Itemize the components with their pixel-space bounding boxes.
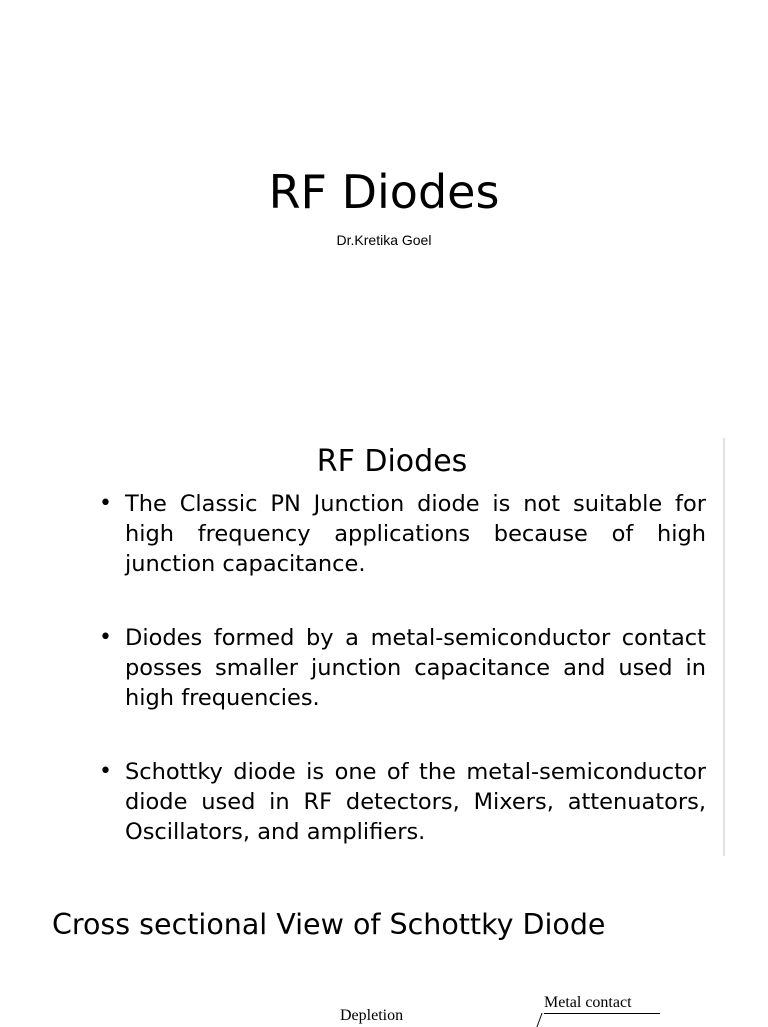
figure-label-depletion: Depletion: [340, 1007, 404, 1024]
slide-heading: RF Diodes: [316, 444, 468, 479]
leader-line: [536, 1013, 542, 1027]
author-name: Dr.Kretika Goel: [336, 232, 432, 248]
bullet-item: [96, 623, 706, 713]
slide-border: [723, 438, 725, 856]
slide-rf-diodes: [96, 438, 724, 856]
slide-heading: Cross sectional View of Schottky Diode: [52, 908, 606, 941]
bullet-list: [96, 489, 706, 847]
bullet-item: [96, 489, 706, 579]
bullet-dot-icon: •: [99, 491, 112, 516]
bullet-dot-icon: •: [99, 759, 112, 784]
bullet-text: Diodes formed by a metal-semiconductor contact posses smaller junction capacitance and used in high frequencies.: [125, 625, 706, 711]
presentation-title: RF Diodes: [268, 165, 500, 219]
bullet-text: Schottky diode is one of the metal-semiconductor diode used in RF detectors, Mixers, attenuators, Oscillators, and amplifiers.: [125, 759, 706, 845]
bullet-text: The Classic PN Junction diode is not suitable for high frequency applications because of high junction capacitance.: [125, 491, 706, 577]
bullet-dot-icon: •: [99, 625, 112, 650]
figure-label-metal-contact: Metal contact: [544, 994, 632, 1011]
bullet-item: [96, 757, 706, 847]
leader-line: [544, 1013, 660, 1014]
